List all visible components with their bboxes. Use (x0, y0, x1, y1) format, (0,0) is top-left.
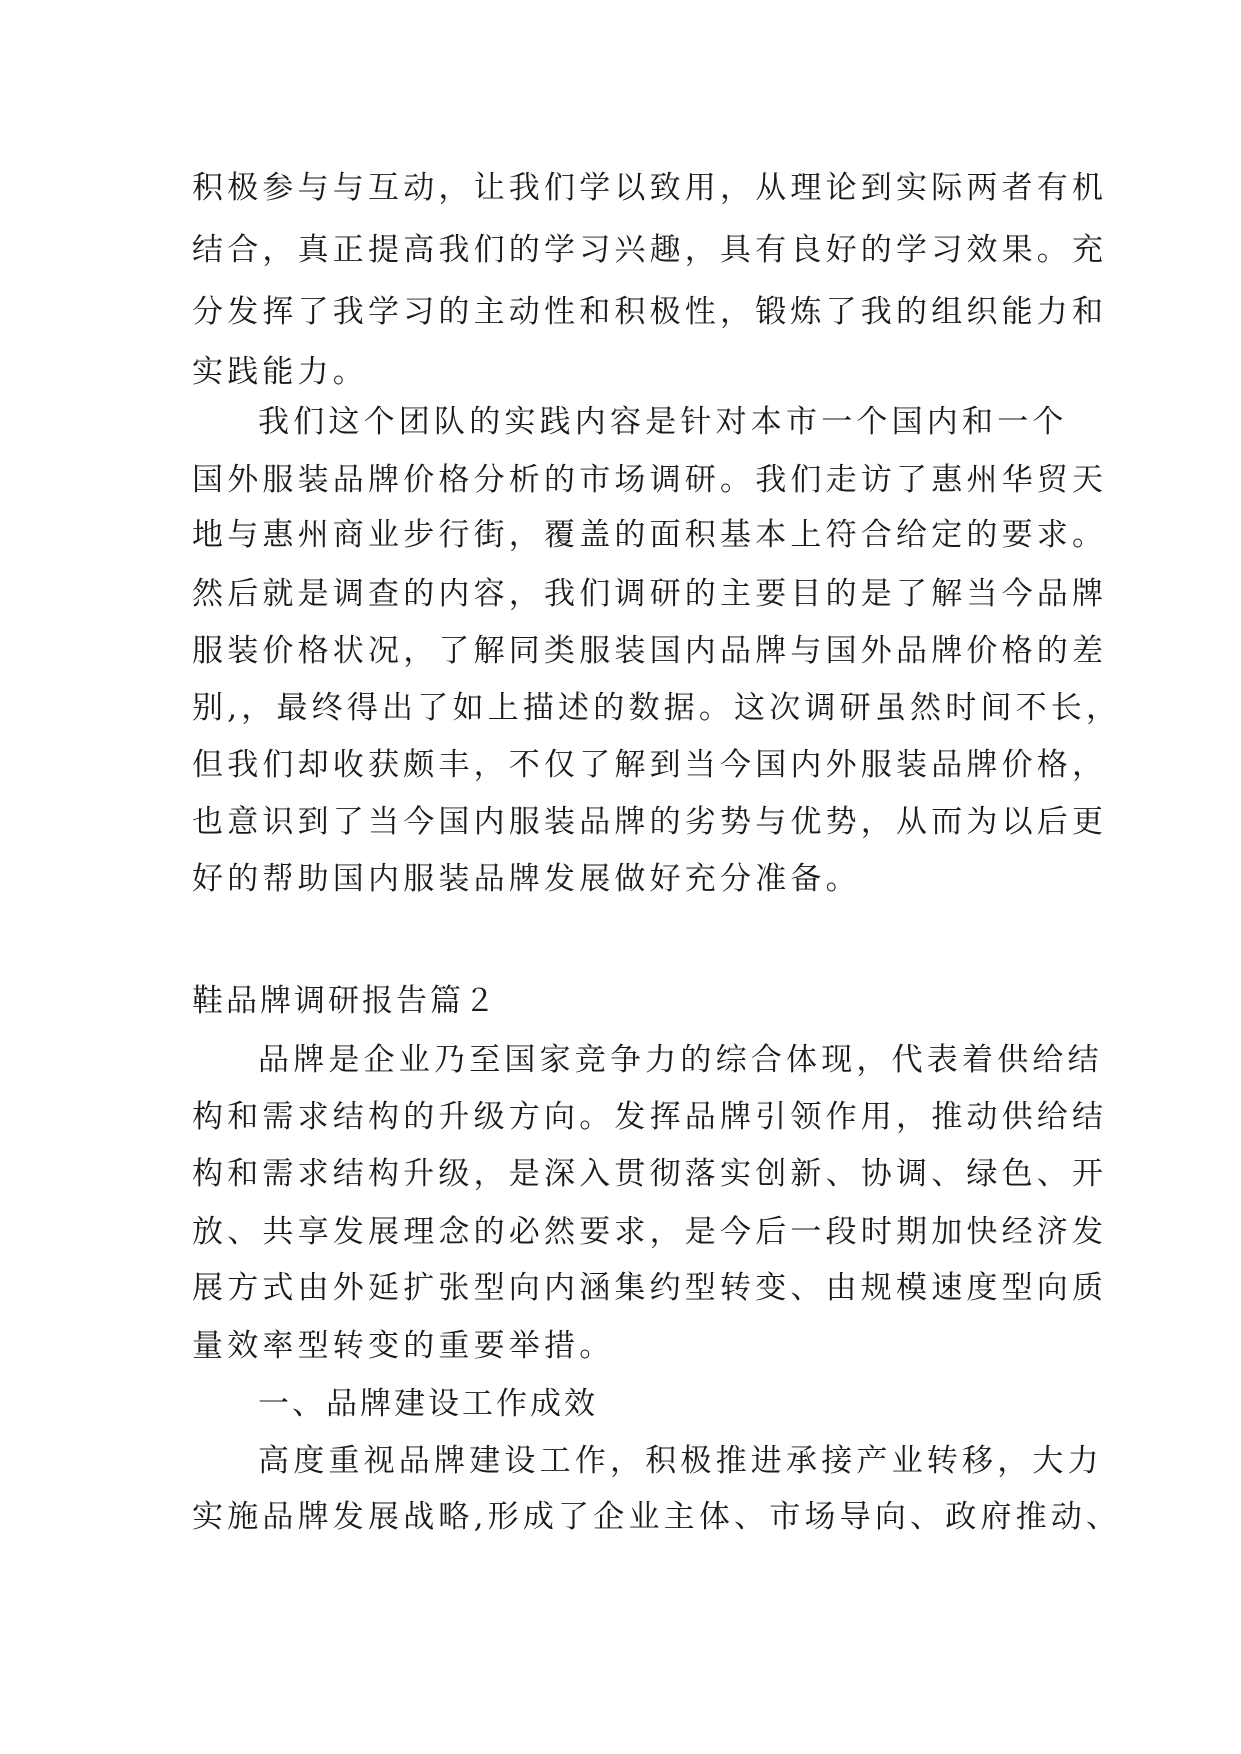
paragraph-line: 品牌是企业乃至国家竞争力的综合体现，代表着供给结 (258, 1042, 1103, 1078)
paragraph-line: 然后就是调查的内容，我们调研的主要目的是了解当今品牌 (192, 576, 1108, 612)
paragraph-line: 积极参与与互动，让我们学以致用，从理论到实际两者有机 (192, 170, 1108, 206)
paragraph-line: 也意识到了当今国内服装品牌的劣势与优势，从而为以后更 (192, 804, 1108, 840)
paragraph-line: 国外服装品牌价格分析的市场调研。我们走访了惠州华贸天 (192, 462, 1108, 498)
paragraph-line: 好的帮助国内服装品牌发展做好充分准备。 (192, 861, 861, 897)
paragraph-line: 但我们却收获颇丰，不仅了解到当今国内外服装品牌价格， (192, 747, 1108, 783)
paragraph-line: 展方式由外延扩张型向内涵集约型转变、由规模速度型向质 (192, 1270, 1108, 1306)
paragraph-line: 量效率型转变的重要举措。 (192, 1328, 615, 1364)
paragraph-line: 分发挥了我学习的主动性和积极性，锻炼了我的组织能力和 (192, 294, 1108, 330)
paragraph-line: 别,，最终得出了如上描述的数据。这次调研虽然时间不长， (192, 690, 1122, 726)
paragraph-line: 实施品牌发展战略,形成了企业主体、市场导向、政府推动、 (192, 1499, 1122, 1535)
subsection-heading: 一、品牌建设工作成效 (258, 1386, 598, 1422)
paragraph-line: 构和需求结构升级，是深入贯彻落实创新、协调、绿色、开 (192, 1156, 1108, 1192)
paragraph-line: 高度重视品牌建设工作，积极推进承接产业转移，大力 (258, 1443, 1103, 1479)
paragraph-line: 我们这个团队的实践内容是针对本市一个国内和一个 (258, 404, 1068, 440)
paragraph-line: 地与惠州商业步行街，覆盖的面积基本上符合给定的要求。 (192, 517, 1108, 553)
section-heading: 鞋品牌调研报告篇２ (192, 983, 498, 1019)
paragraph-line: 构和需求结构的升级方向。发挥品牌引领作用，推动供给结 (192, 1099, 1108, 1135)
paragraph-line: 实践能力。 (192, 354, 368, 390)
paragraph-line: 服装价格状况，了解同类服装国内品牌与国外品牌价格的差 (192, 633, 1108, 669)
paragraph-line: 结合，真正提高我们的学习兴趣，具有良好的学习效果。充 (192, 232, 1108, 268)
paragraph-line: 放、共享发展理念的必然要求，是今后一段时期加快经济发 (192, 1214, 1108, 1250)
